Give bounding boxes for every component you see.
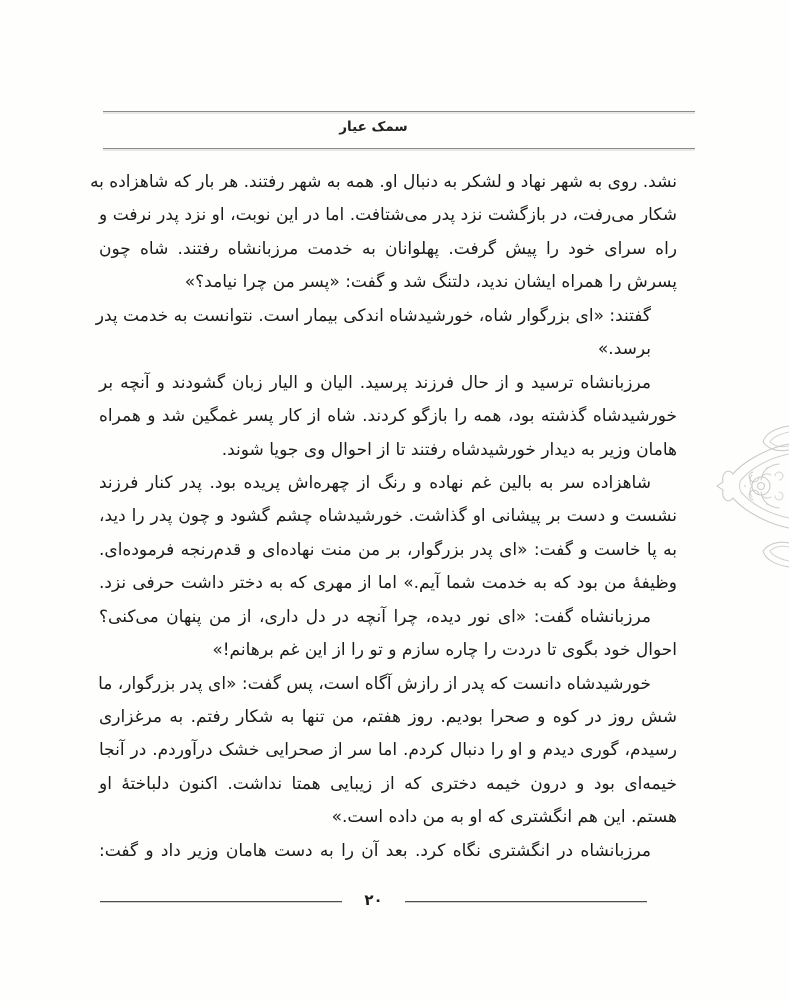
header-rule-top [103, 111, 695, 112]
text-line: شش روز در کوه و صحرا بودیم. روز هفتم، من تنها به شکار رفتم. به مرغزاری [99, 707, 677, 727]
text-line: هستم. این هم انگشتری که او به من داده است.» [331, 807, 677, 828]
text-line: وظیفهٔ من بود که به خدمت شما آیم.» اما از مهری که به دختر داشت حرفی نزد. [99, 573, 677, 594]
text-line: رسیدم، گوری دیدم و او را دنبال کردم. اما سر از صحرایی خشک درآوردم. در آنجا [99, 740, 677, 761]
text-line: به پا خاست و گفت: «ای پدر بزرگوار، بر من منت نهاده‌ای و قدم‌رنجه فرموده‌ای. [99, 539, 677, 560]
page-text [90, 166, 677, 868]
footer-rule-right [405, 901, 647, 903]
text-line: شاهزاده سر به بالین غم نهاده و رنگ از چهره‌اش پریده بود. پدر کنار فرزند [99, 472, 651, 493]
text-line: راه سرای خود را پیش گرفت. پهلوانان به خدمت مرزبانشاه رفتند. شاه چون [99, 238, 677, 259]
text-line: پسرش را همراه ایشان ندید، دلتنگ شد و گفت: «پسر من چرا نیامد؟» [184, 272, 677, 293]
text-line: مرزبانشاه در انگشتری نگاه کرد. بعد آن را به دست هامان وزیر داد و گفت: [99, 840, 651, 861]
text-line: هامان وزیر به دیدار خورشیدشاه رفتند تا از احوال وی جویا شوند. [221, 439, 677, 460]
page-footer [100, 893, 647, 910]
text-line: نشد. روی به شهر نهاد و لشکر به دنبال او. همه به شهر رفتند. هر بار که شاهزاده به [90, 172, 677, 192]
text-line: شکار می‌رفت، در بازگشت نزد پدر می‌شتافت. اما در این نوبت، او نزد پدر نرفت و [99, 205, 677, 226]
text-line: خورشیدشاه دانست که پدر از رازش آگاه است، پس گفت: «ای پدر بزرگوار، ما [98, 673, 651, 694]
text-line: خیمه‌ای بود و درون خیمه دختری که از زیبایی همتا نداشت. اکنون دلباختهٔ او [99, 773, 677, 794]
text-line: گفتند: «ای بزرگوار شاه، خورشیدشاه اندکی بیمار است. نتوانست به خدمت پدر [95, 305, 651, 326]
margin-arabesque-ornament [709, 424, 789, 569]
footer-rule-left [100, 901, 342, 903]
text-line: مرزبانشاه گفت: «ای نور دیده، چرا آنچه در دل داری، از من پنهان می‌کنی؟ [99, 606, 651, 627]
text-line: احوال خود بگوی تا دردت را چاره سازم و تو را از این غم برهانم!» [212, 640, 677, 661]
text-line: نشست و دست بر پیشانی او گذاشت. خورشیدشاه چشم گشود و چون پدر را دید، [99, 506, 677, 527]
running-head-title: سمک عیار [339, 119, 408, 135]
text-line: مرزبانشاه ترسید و از حال فرزند پرسید. الیان و الیار زبان گشودند و آنچه بر [99, 372, 651, 393]
text-line: برسد.» [597, 339, 651, 360]
page-number: ۲۰ [364, 891, 383, 909]
header-rule-bottom [103, 148, 695, 149]
text-line: خورشیدشاه گذشته بود، همه را بازگو کردند. شاه از کار پسر غمگین شد و همراه [99, 406, 677, 427]
